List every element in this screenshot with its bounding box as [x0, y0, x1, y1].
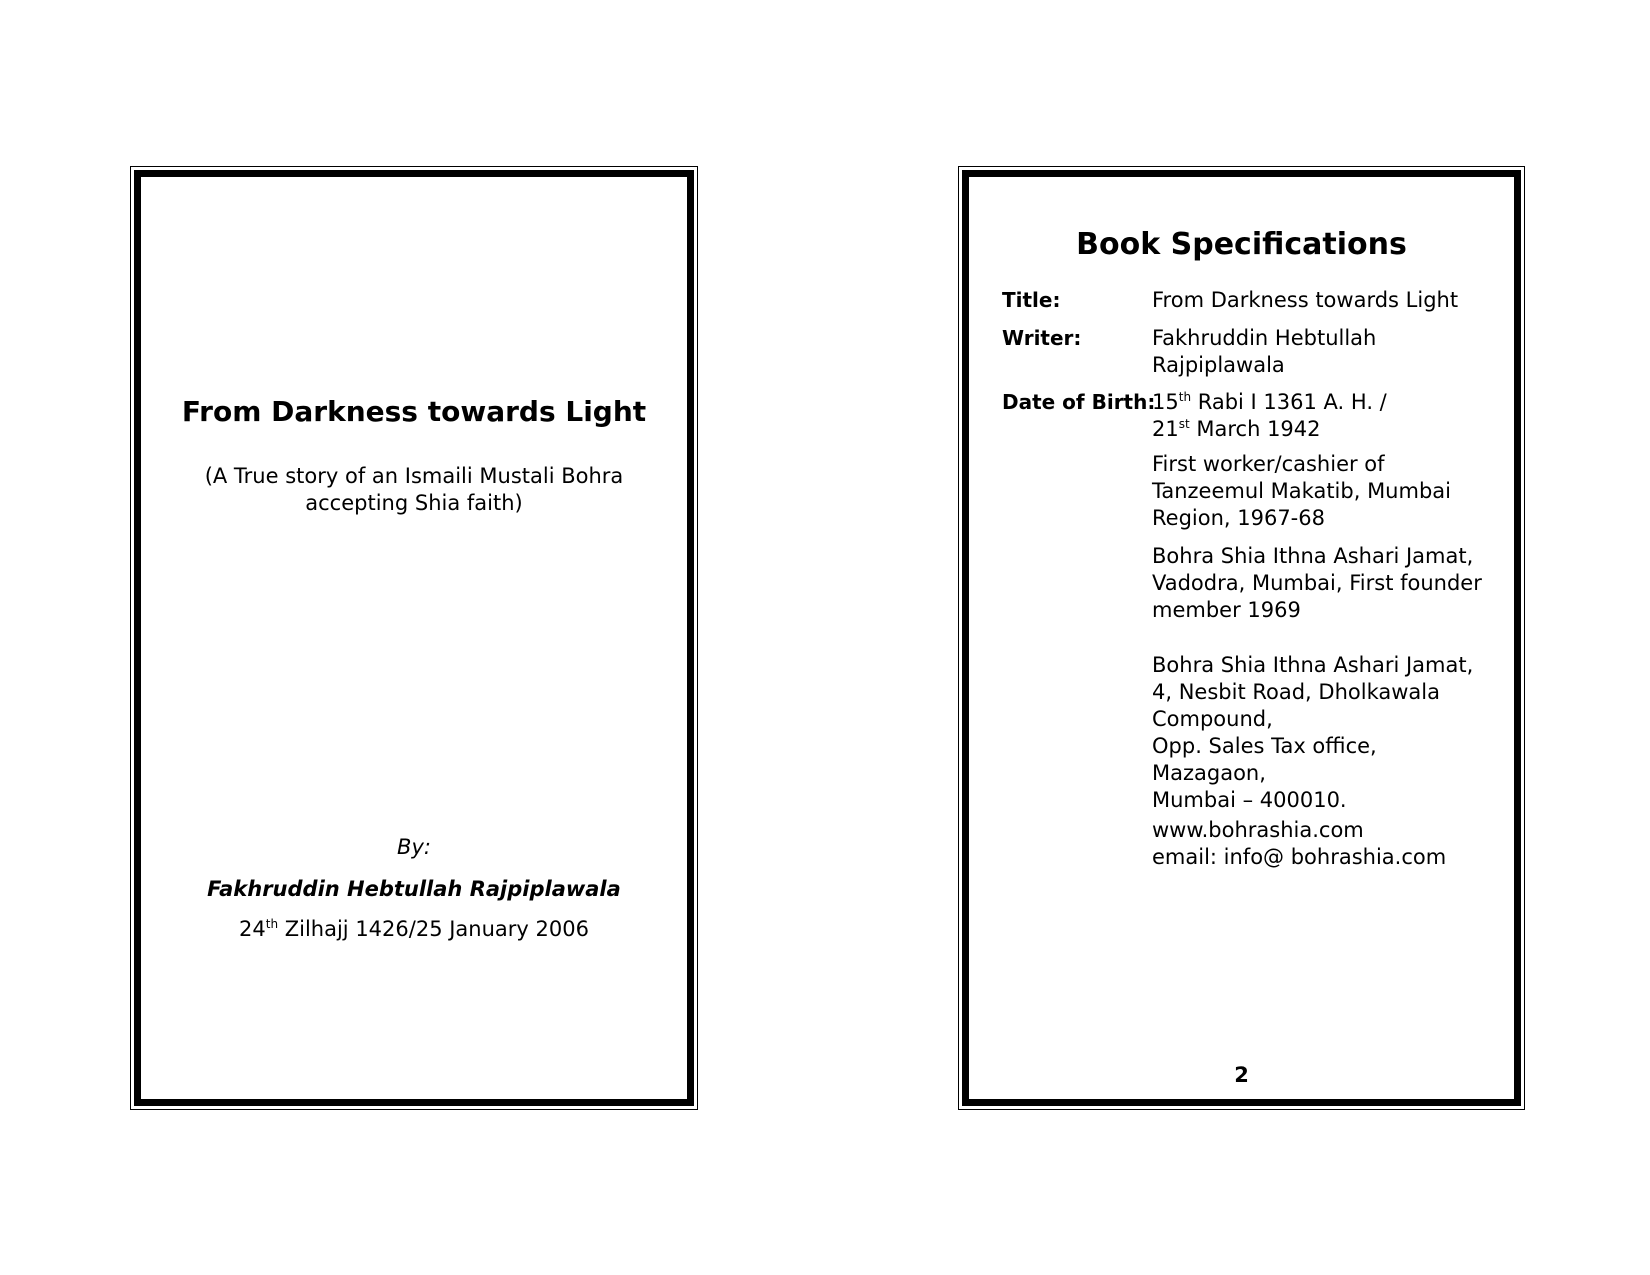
worker-line: Tanzeemul Makatib, Mumbai	[1152, 479, 1451, 503]
worker-line: Region, 1967-68	[1152, 506, 1325, 530]
page-number: 2	[1234, 1063, 1249, 1087]
worker-line: First worker/cashier of	[1152, 452, 1385, 476]
address-line: Compound,	[1152, 707, 1273, 731]
subtitle-line: accepting Shia faith)	[305, 491, 523, 515]
publication-date	[141, 917, 687, 941]
spec-dob-value	[1152, 389, 1482, 443]
address-line: 4, Nesbit Road, Dholkawala	[1152, 680, 1440, 704]
spec-writer-value	[1152, 325, 1482, 379]
worker-block	[1152, 451, 1482, 532]
date-rest: Zilhajj 1426/25 January 2006	[278, 917, 589, 941]
book-title: From Darkness towards Light	[181, 395, 647, 428]
email-link[interactable]: email: info@ bohrashia.com	[1152, 845, 1447, 869]
jamat-line: Vadodra, Mumbai, First founder	[1152, 571, 1482, 595]
jamat-block	[1152, 543, 1482, 624]
writer-line: Fakhruddin Hebtullah	[1152, 326, 1377, 350]
date-suffix: th	[265, 917, 279, 931]
website-link[interactable]: www.bohrashia.com	[1152, 818, 1364, 842]
address-line: Bohra Shia Ithna Ashari Jamat,	[1152, 653, 1474, 677]
spec-dob-label: Date of Birth:	[1002, 390, 1156, 414]
spec-writer-label: Writer:	[1002, 326, 1082, 350]
date-day: 24	[239, 917, 266, 941]
author-name: Fakhruddin Hebtullah Rajpiplawala	[207, 877, 621, 901]
left-page	[134, 170, 694, 1106]
subtitle-line: (A True story of an Ismaili Mustali Bohra	[204, 464, 624, 488]
address-line: Opp. Sales Tax office,	[1152, 734, 1377, 758]
spec-title-value: From Darkness towards Light	[1152, 288, 1459, 312]
left-page-frame	[130, 166, 698, 1110]
jamat-line: member 1969	[1152, 598, 1301, 622]
book-subtitle	[181, 463, 647, 517]
address-line: Mumbai – 400010.	[1152, 788, 1347, 812]
dob-line	[1152, 389, 1482, 416]
writer-line: Rajpiplawala	[1152, 353, 1285, 377]
contact-block	[1152, 817, 1482, 871]
dob-rest: Rabi I 1361 A. H. /	[1191, 390, 1387, 414]
dob-suffix: th	[1178, 390, 1192, 404]
dob-day: 15	[1152, 390, 1179, 414]
address-block	[1152, 652, 1482, 814]
dob-suffix: st	[1178, 417, 1190, 431]
dob-rest: March 1942	[1189, 417, 1321, 441]
address-line: Mazagaon,	[1152, 761, 1266, 785]
spec-title-label: Title:	[1002, 288, 1061, 312]
right-page	[962, 170, 1521, 1106]
jamat-line: Bohra Shia Ithna Ashari Jamat,	[1152, 544, 1474, 568]
by-label: By:	[397, 835, 431, 859]
dob-day: 21	[1152, 417, 1179, 441]
dob-line	[1152, 416, 1482, 443]
right-page-frame	[958, 166, 1525, 1110]
specifications-heading: Book Specifications	[1076, 227, 1407, 262]
